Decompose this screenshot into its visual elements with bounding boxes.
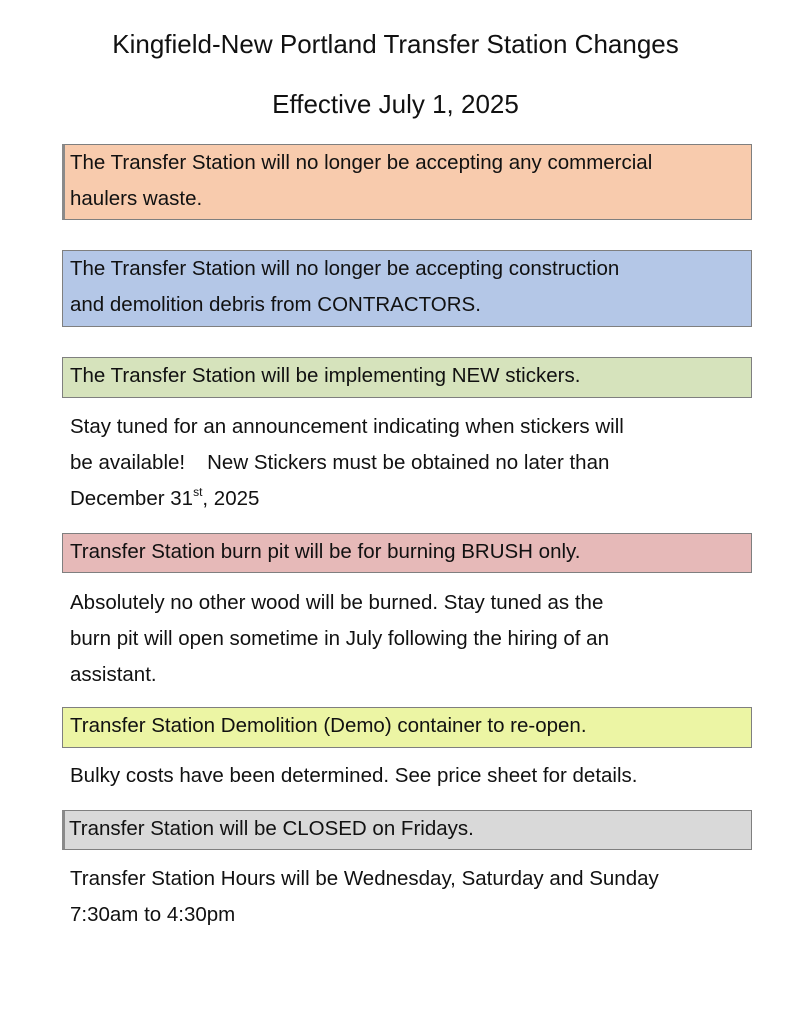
- notice-contractor-debris: [62, 250, 752, 327]
- demo-container-details: [70, 758, 750, 794]
- notice-heading-line: and demolition debris from CONTRACTORS.: [70, 293, 481, 316]
- detail-text: New Stickers must be obtained no later than: [207, 451, 610, 474]
- notice-heading: Transfer Station will be CLOSED on Fridays.: [69, 817, 474, 840]
- detail-line: Bulky costs have been determined. See price sheet for details.: [70, 764, 638, 787]
- detail-line: Stay tuned for an announcement indicating when stickers will: [70, 415, 624, 438]
- deadline-year: , 2025: [202, 487, 260, 510]
- detail-line: [70, 445, 750, 481]
- notice-heading: The Transfer Station will be implementing NEW stickers.: [70, 364, 581, 387]
- deadline-date: December 31: [70, 487, 194, 510]
- notice-burn-pit: [62, 533, 752, 573]
- notice-heading: Transfer Station Demolition (Demo) container to re-open.: [70, 714, 587, 737]
- page-title: Kingfield-New Portland Transfer Station Changes: [112, 29, 679, 59]
- notice-new-stickers: [62, 357, 752, 398]
- notice-demo-container: [62, 707, 752, 748]
- detail-line: burn pit will open sometime in July following the hiring of an: [70, 627, 609, 650]
- notice-heading-line: The Transfer Station will no longer be accepting any commercial: [70, 151, 653, 174]
- detail-line: Transfer Station Hours will be Wednesday, Saturday and Sunday: [70, 867, 659, 890]
- detail-line: Absolutely no other wood will be burned. Stay tuned as the: [70, 591, 604, 614]
- stickers-details: [70, 409, 750, 517]
- notice-heading-line: The Transfer Station will no longer be accepting construction: [70, 257, 620, 280]
- notice-closed-fridays: [62, 810, 752, 850]
- burn-pit-details: [70, 585, 750, 693]
- notice-heading-line: haulers waste.: [70, 187, 203, 210]
- hours-details: [70, 861, 750, 933]
- detail-text: be available!: [70, 451, 186, 474]
- detail-line: assistant.: [70, 663, 157, 686]
- detail-line: 7:30am to 4:30pm: [70, 903, 236, 926]
- effective-date: Effective July 1, 2025: [272, 89, 519, 119]
- notice-commercial-haulers: [62, 144, 752, 220]
- ordinal-suffix: st: [193, 485, 203, 499]
- detail-line: [70, 481, 750, 517]
- notice-heading: Transfer Station burn pit will be for burning BRUSH only.: [70, 540, 581, 563]
